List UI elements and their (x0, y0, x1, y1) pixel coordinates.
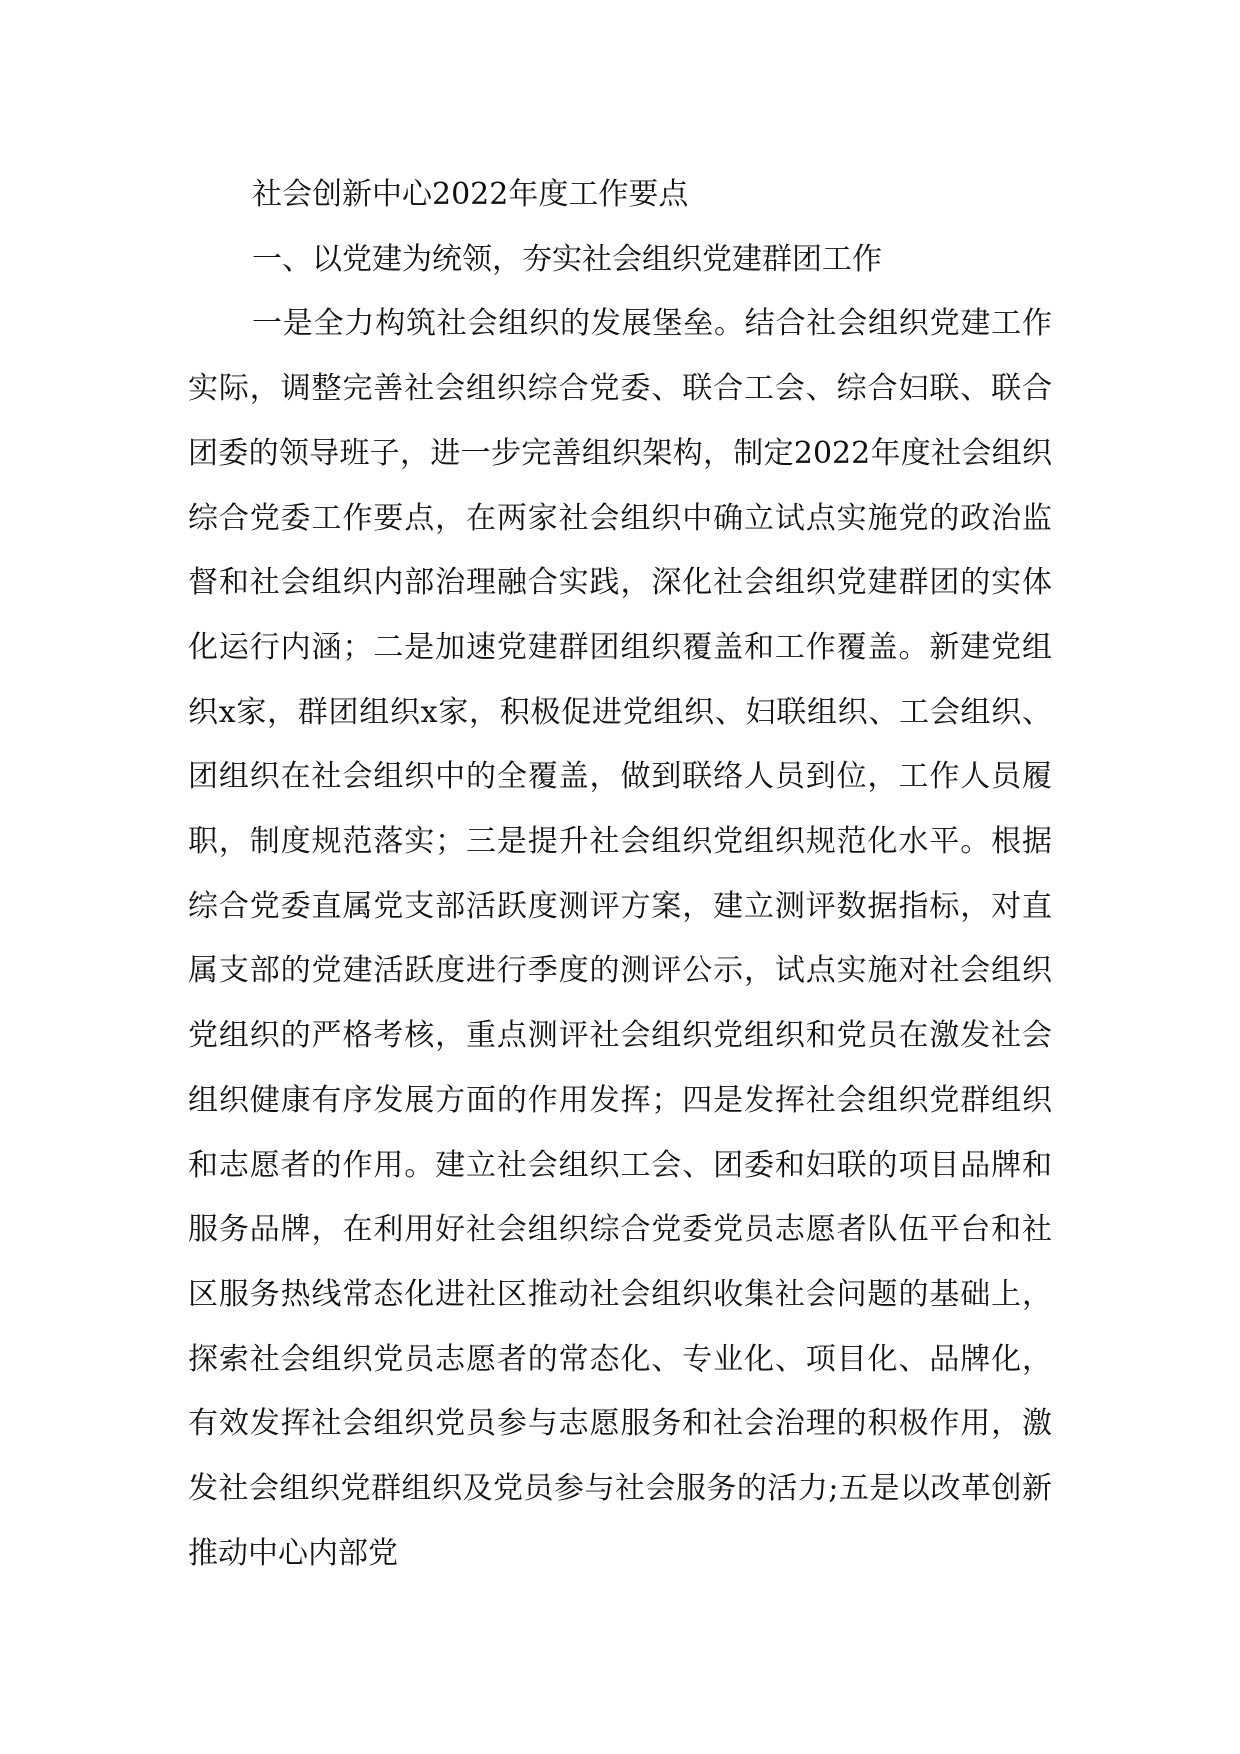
section-heading: 一、以党建为统领，夯实社会组织党建群团工作 (252, 241, 882, 277)
document-title: 社会创新中心2022年度工作要点 (252, 177, 689, 212)
document-body (188, 163, 1052, 1586)
body-paragraph: 一是全力构筑社会组织的发展堡垒。结合社会组织党建工作实际，调整完善社会组织综合党委、联合工会、综合妇联、联合团委的领导班子，进一步完善组织架构，制定2022年度社会组织综合党委工作要点，在两家社会组织中确立试点实施党的政治监督和社会组织内部治理融合实践，深化社会组织党建群团的实体化运行内涵；二是加速党建群团组织覆盖和工作覆盖。新建党组织x家，群团组织x家，积极促进党组织、妇联组织、工会组织、团组织在社会组织中的全覆盖，做到联络人员到位，工作人员履职，制度规范落实；三是提升社会组织党组织规范化水平。根据综合党委直属党支部活跃度测评方案，建立测评数据指标，对直属支部的党建活跃度进行季度的测评公示，试点实施对社会组织党组织的严格考核，重点测评社会组织党组织和党员在激发社会组织健康有序发展方面的作用发挥；四是发挥社会组织党群组织和志愿者的作用。建立社会组织工会、团委和妇联的项目品牌和服务品牌，在利用好社会组织综合党委党员志愿者队伍平台和社区服务热线常态化进社区推动社会组织收集社会问题的基础上，探索社会组织党员志愿者的常态化、专业化、项目化、品牌化，有效发挥社会组织党员参与志愿服务和社会治理的积极作用，激发社会组织党群组织及党员参与社会服务的活力;五是以改革创新推动中心内部党 (188, 306, 1052, 1571)
